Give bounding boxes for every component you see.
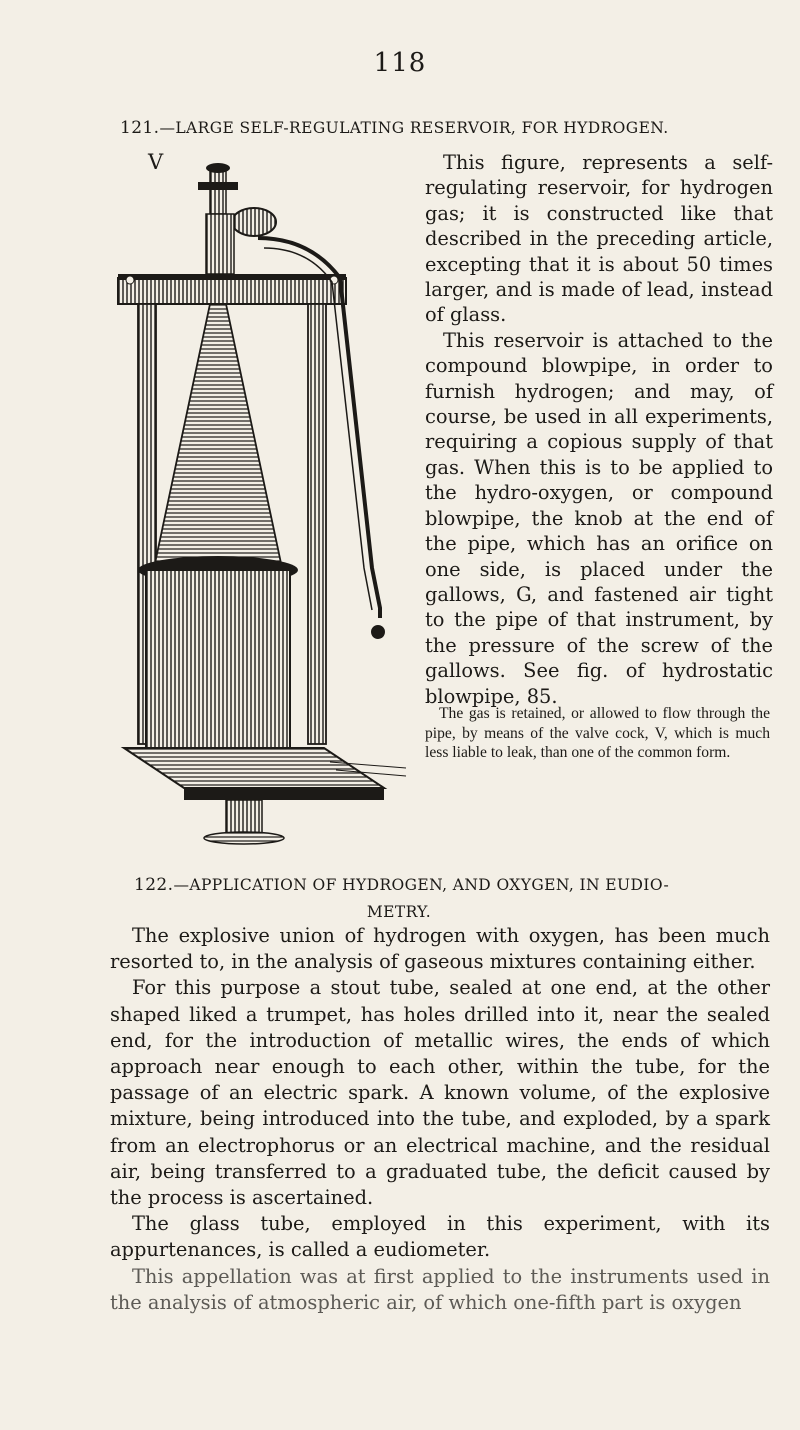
section-121-note bbox=[425, 704, 770, 763]
base-platform bbox=[124, 748, 406, 844]
section-122-text bbox=[110, 923, 770, 1316]
inner-cone bbox=[154, 304, 282, 568]
reservoir-illustration bbox=[110, 148, 410, 848]
valve-cock bbox=[198, 163, 276, 274]
section-122-paragraph-3: The glass tube, employed in this experiment, with its appurtenances, is called a eudiometer. bbox=[110, 1212, 770, 1262]
section-122-title-line-1: —APPLICATION OF HYDROGEN, AND OXYGEN, IN EUDIO- bbox=[173, 876, 670, 894]
section-122-title-line-2: METRY. bbox=[366, 903, 432, 921]
right-post bbox=[308, 304, 326, 744]
valve-cock-note: The gas is retained, or allowed to flow through the pipe, by means of the valve cock, V, which is much less liable to leak, than one of the common form. bbox=[425, 705, 770, 761]
section-121-paragraph-2: This reservoir is attached to the compound blowpipe, in order to furnish hydrogen; and may, of course, be used in all experiments, requiring a copious supply of that gas. When this is to be applied to the hydro-oxygen, or compound blowpipe, the knob at the end of the pipe, which has an orifice on one side, is placed under the gallows, G, and fastened air tight to the pipe of that instrument, by the pressure of the screw of the gallows. See fig. of hydrostatic blowpipe, 85. bbox=[425, 328, 773, 708]
section-121-number: 121. bbox=[120, 118, 160, 138]
section-122-paragraph-4: This appellation was at first applied to the instruments used in the analysis of atmospheric air, of which one-fifth part is oxygen bbox=[110, 1264, 770, 1314]
section-121-heading bbox=[120, 118, 669, 138]
top-beam bbox=[118, 274, 346, 304]
reservoir-engraving bbox=[110, 148, 410, 848]
section-121-title: —LARGE SELF-REGULATING RESERVOIR, FOR HYDROGEN. bbox=[159, 119, 669, 137]
pipe-knob bbox=[371, 625, 385, 639]
page-number: 118 bbox=[373, 48, 427, 78]
section-121-text bbox=[425, 150, 773, 709]
section-122-heading bbox=[134, 872, 669, 926]
figure-label-v: V bbox=[148, 150, 164, 174]
section-122-paragraph-1: The explosive union of hydrogen with oxygen, has been much resorted to, in the analysis of gaseous mixtures containing either. bbox=[110, 924, 770, 974]
section-122-paragraph-2: For this purpose a stout tube, sealed at one end, at the other shaped liked a trumpet, has holes drilled into it, near the sealed end, for the introduction of metallic wires, the ends of which approach near enough to each other, within the tube, for the passage of an electric spark. A known volume, of the explosive mixture, being introduced into the tube, and exploded, by a spark from an electrophorus or an electrical machine, and the residual air, being transferred to a graduated tube, the deficit caused by the process is ascertained. bbox=[110, 976, 770, 1210]
section-122-number: 122. bbox=[134, 875, 174, 895]
outer-vessel bbox=[138, 556, 298, 772]
section-121-paragraph-1: This figure, represents a self-regulating reservoir, for hydrogen gas; it is constructed like that described in the preceding article, excepting that it is about 50 times larger, and is made of lead, instead of glass. bbox=[425, 151, 773, 327]
